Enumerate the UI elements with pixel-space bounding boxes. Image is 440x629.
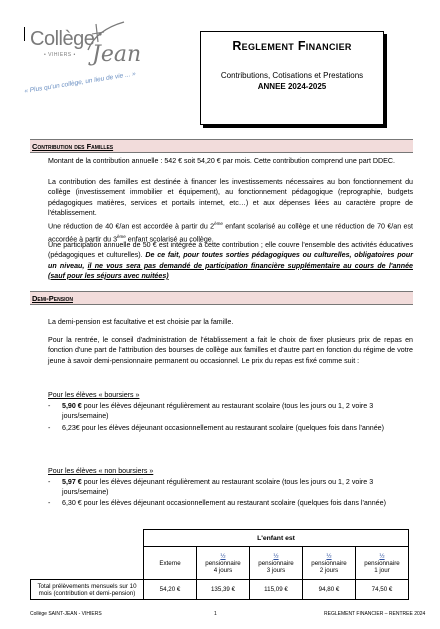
- footer-document-name: REGLEMENT FINANCIER – RENTREE 2024: [324, 611, 426, 617]
- section-title: Contribution des Familles: [32, 141, 114, 151]
- section-header-contribution: [30, 139, 413, 153]
- column-header: ½ pensionnaire 2 jours: [303, 547, 356, 580]
- document-title-box: [200, 31, 384, 125]
- logo-vihiers-text: • VIHIERS •: [44, 52, 76, 58]
- column-header: ½ pensionnaire 4 jours: [197, 547, 250, 580]
- section-title: Demi-Pension: [32, 293, 73, 303]
- monthly-fees-table: [30, 529, 409, 600]
- contribution-purpose-paragraph: La contribution des familles est destinée à financer les investissements nécessaires au bon fonctionnement du collège (investissement immobilier et équipement), au fonctionnement pédagogique (reprographie, budgets pédagogiques matières, services et portails internet, etc…) et aux dépenses liées au caractère propre de l'établissement.: [48, 178, 413, 217]
- meal-pricing-paragraph: Pour la rentrée, le conseil d'administration de l'établissement a fait le choix de fixer plusieurs prix de repas en fonction d'une part de l'attribution des bourses de collège aux familles et d'autre part en fonction du régime de votre jeune à savoir demi-pensionnaire permanent ou occasionnel. Le prix du repas est fixé comme suit :: [48, 336, 413, 365]
- school-year: ANNEE 2024-2025: [257, 82, 327, 91]
- column-header: ½ pensionnaire 1 jour: [356, 547, 409, 580]
- value-cell: 74,50 €: [356, 580, 409, 600]
- document-title: Reglement Financier: [232, 39, 352, 53]
- contribution-amount-paragraph: Montant de la contribution annuelle : 542 € soit 54,20 € par mois. Cette contribution comprend une part DDEC.: [48, 157, 396, 165]
- footer-school: Collège SAINT-JEAN - VIHIERS: [30, 611, 102, 617]
- logo-college-text: Collège: [30, 28, 95, 50]
- boursiers-label: Pour les élèves « boursiers »: [48, 391, 140, 399]
- text-cursor: [24, 27, 25, 41]
- value-cell: 115,09 €: [250, 580, 303, 600]
- footer-page-number: 1: [214, 611, 217, 617]
- logo-slogan: « Plus qu'un collège, un lieu de vie ... »: [24, 70, 137, 95]
- section-header-demi-pension: [30, 291, 413, 305]
- activities-paragraph: Une participation annuelle de 50 € est intégrée à cette contribution ; elle couvre l'ensemble des activités éducatives (pédagogiques et culturelles). De ce fait, pour toutes sorties pédagogiques ou culturelles, obligatoires pour un niveau, il ne vous sera pas demandé de participation financière supplémentaire au cours de l'année (sauf pour les séjours avec nuitées): [48, 241, 413, 280]
- non-boursiers-label: Pour les élèves « non boursiers »: [48, 467, 154, 475]
- table-row: [31, 580, 409, 600]
- column-header: ½ pensionnaire 3 jours: [250, 547, 303, 580]
- column-header: Externe: [144, 547, 197, 580]
- value-cell: 54,20 €: [144, 580, 197, 600]
- college-logo: [26, 20, 176, 120]
- value-cell: 94,80 €: [303, 580, 356, 600]
- logo-jean-text: Jean: [92, 42, 142, 67]
- document-subtitle: Contributions, Cotisations et Prestations: [220, 71, 364, 80]
- demi-pension-intro: La demi-pension est facultative et est choisie par la famille.: [48, 318, 234, 326]
- value-cell: 135,39 €: [197, 580, 250, 600]
- table-header-row: [31, 547, 409, 580]
- reduction-paragraph: Une réduction de 40 €/an est accordée à partir du 2ème enfant scolarisé au collège et une réduction de 70 €/an est accordée à partir du 3ème enfant scolarisé au collège.: [48, 221, 413, 244]
- table-group-header: L'enfant est: [144, 530, 409, 547]
- row-label: Total prélèvements mensuels sur 10 mois (contribution et demi-pension): [31, 580, 144, 600]
